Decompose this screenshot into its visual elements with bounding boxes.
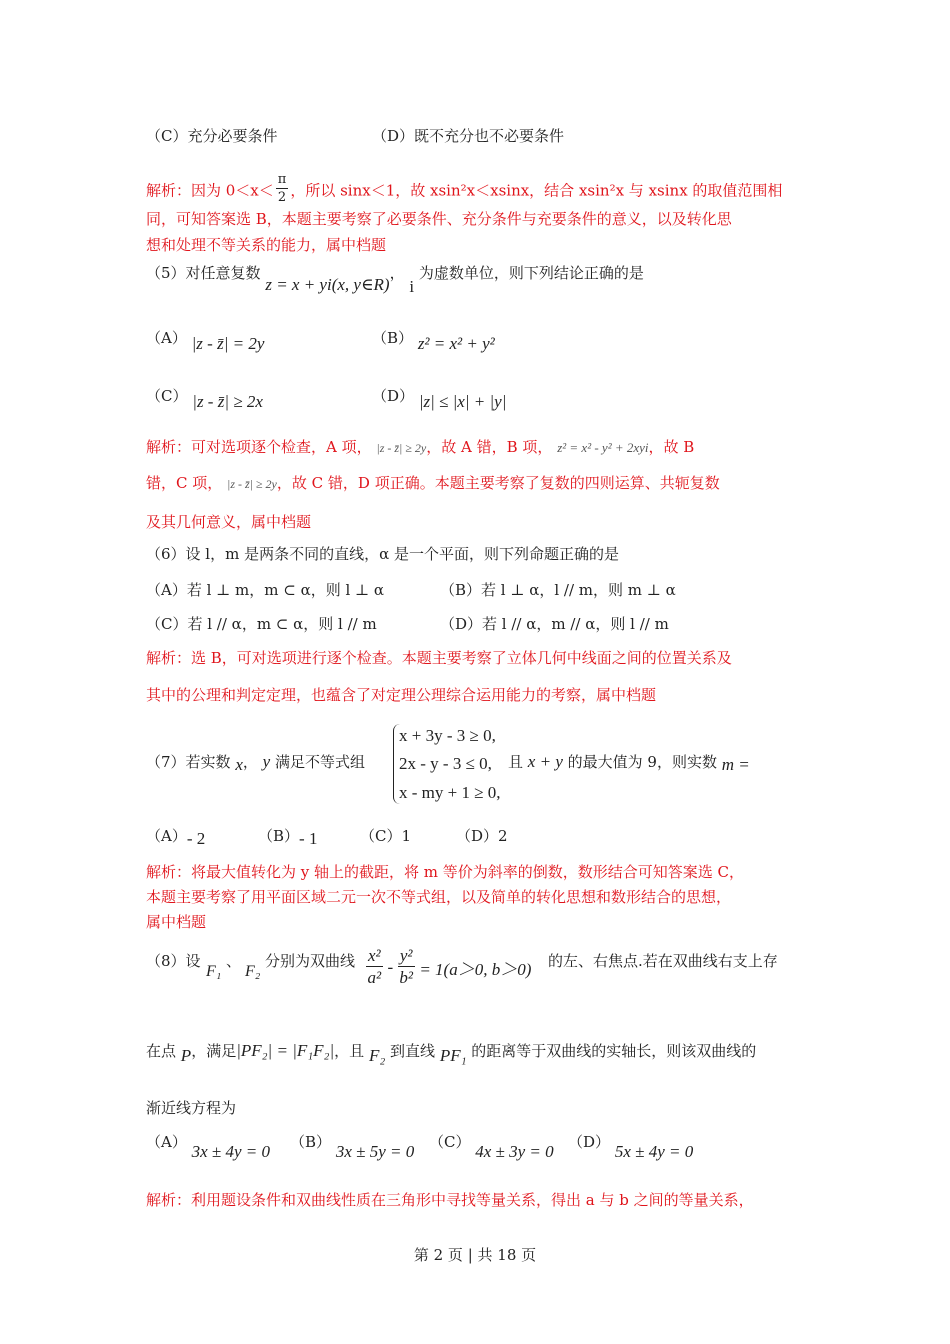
q8-line2 <box>146 1041 757 1065</box>
q8-stem-b: 分别为双曲线 <box>265 952 356 970</box>
q8-option-d-formula: 5x ± 4y = 0 <box>614 1142 694 1161</box>
q5-imaginary-unit: i <box>409 277 415 296</box>
q4-analysis-fraction <box>276 172 289 207</box>
q8-frac-x-num: x² <box>368 946 381 965</box>
q8-minus: - <box>387 957 394 977</box>
q8-option-a-formula: 3x ± 4y = 0 <box>191 1142 271 1161</box>
q5-option-d-label: （D） <box>372 387 415 405</box>
q6-analysis-line1: 解析：选 B，可对选项进行逐个检查。本题主要考察了立体几何中线面之间的位置关系及 <box>146 649 732 667</box>
q7-option-a-label: （A） <box>146 827 187 845</box>
q8-option-c <box>429 1131 554 1161</box>
q5-option-a-formula: |z - z̄| = 2y <box>191 334 265 353</box>
q8-separator: 、 <box>226 952 242 970</box>
q8-option-b-label: （B） <box>290 1133 332 1151</box>
q5-analysis-formula-3: |z - z̄| ≥ 2y <box>227 477 277 491</box>
q7-option-b-label: （B） <box>258 827 300 845</box>
q5-analysis-formula-1: |z - z̄| ≥ 2y <box>376 441 427 455</box>
q6-option-b: （B）若 l ⊥ α，l // m，则 m ⊥ α <box>440 581 676 599</box>
q5-option-b <box>372 327 495 353</box>
q7-analysis-line1: 解析：将最大值转化为 y 轴上的截距，将 m 等价为斜率的倒数，数形结合可知答案选 C， <box>146 863 745 881</box>
q8-stem-c: 的左、右焦点.若在双曲线右支上存 <box>548 952 778 970</box>
q5-analysis-line3: 及其几何意义，属中档题 <box>146 513 312 531</box>
q4-option-d: （D）既不充分也不必要条件 <box>372 127 565 145</box>
q7-system-line3: x - my + 1 ≥ 0, <box>399 783 501 802</box>
q8-option-b-formula: 3x ± 5y = 0 <box>335 1142 415 1161</box>
q7-system-line1: x + 3y - 3 ≥ 0, <box>399 726 496 745</box>
q4-analysis-text-a: 解析：因为 0＜x＜ <box>146 181 274 200</box>
q8-option-d-label: （D） <box>568 1133 611 1151</box>
q4-analysis-line3: 想和处理不等关系的能力，属中档题 <box>146 236 387 254</box>
q4-frac-den: 2 <box>277 190 287 205</box>
q7-stem-text-c: 且 <box>508 753 524 771</box>
q8-analysis-line1: 解析：利用题设条件和双曲线性质在三角形中寻找等量关系，得出 a 与 b 之间的等量关系， <box>146 1191 754 1209</box>
q6-option-d: （D）若 l // α，m // α，则 l // m <box>440 615 669 633</box>
q5-analysis-text-b: ，故 A 错，B 项， <box>426 438 553 456</box>
q5-analysis-text-d: 错，C 项， <box>146 474 223 492</box>
q7-option-b-value: - 1 <box>299 829 318 848</box>
q7-sum-xy: x + y <box>527 752 563 771</box>
q8-frac-x-den: a² <box>367 968 382 987</box>
q7-var-y: y <box>262 752 271 771</box>
q7-var-m: m = <box>721 755 750 774</box>
q5-stem-formula: z = x + yi(x, y∈R) <box>265 275 390 294</box>
q8-stem-a: （8）设 <box>146 952 201 970</box>
q7-stem-sep: ， <box>242 753 258 771</box>
page-footer: 第 2 页 | 共 18 页 <box>413 1246 537 1264</box>
q5-option-a-label: （A） <box>146 329 187 347</box>
q5-stem-text-a: （5）对任意复数 <box>146 264 261 282</box>
q6-option-a: （A）若 l ⊥ m，m ⊂ α，则 l ⊥ α <box>146 581 385 599</box>
q8-line2-text-e: 的距离等于双曲线的实轴长，则该双曲线的 <box>471 1042 757 1060</box>
q8-line2-text-d: 到直线 <box>390 1042 436 1060</box>
q8-option-d <box>568 1131 694 1161</box>
q8-equals-one: = 1(a＞0, b＞0) <box>419 960 532 979</box>
q8-option-a <box>146 1131 271 1161</box>
q7-stem-b <box>508 752 750 772</box>
q8-focus-f2: F₂ <box>245 963 261 980</box>
q8-line2-text-b: ，满足 <box>191 1042 237 1060</box>
q5-stem <box>146 263 644 296</box>
q5-option-a <box>146 327 265 353</box>
q5-option-b-label: （B） <box>372 329 414 347</box>
q5-option-c-formula: |z - z̄| ≥ 2x <box>192 392 263 411</box>
q6-stem: （6）设 l，m 是两条不同的直线，α 是一个平面，则下列命题正确的是 <box>146 545 620 563</box>
q5-analysis-text-a: 解析：可对选项逐个检查，A 项， <box>146 438 372 456</box>
q7-analysis-line2: 本题主要考察了用平面区域二元一次不等式组，以及简单的转化思想和数形结合的思想， <box>146 888 732 906</box>
q8-point-p: P <box>180 1046 192 1065</box>
q5-option-d-formula: |z| ≤ |x| + |y| <box>418 392 507 411</box>
q7-option-a <box>146 826 205 846</box>
q8-option-c-label: （C） <box>429 1133 471 1151</box>
q5-analysis-formula-2: z² = x² - y² + 2xyi <box>557 440 649 455</box>
q8-condition: |PF₂| = |F₁F₂| <box>236 1041 335 1060</box>
q8-hyperbola-equation <box>366 946 531 989</box>
q7-analysis-line3: 属中档题 <box>146 913 207 931</box>
q6-analysis-line2: 其中的公理和判定定理，也蕴含了对定理公理综合运用能力的考察，属中档题 <box>146 686 657 704</box>
q5-option-d <box>372 385 507 411</box>
q8-line2-text-a: 在点 <box>146 1042 177 1060</box>
q4-option-c: （C）充分必要条件 <box>146 127 278 145</box>
q5-stem-text-c: 为虚数单位，则下列结论正确的是 <box>418 264 644 282</box>
q5-option-b-formula: z² = x² + y² <box>417 334 495 353</box>
q5-analysis-line1 <box>146 437 694 458</box>
q8-option-b <box>290 1131 415 1161</box>
q8-option-a-label: （A） <box>146 1133 187 1151</box>
q5-analysis-text-e: ，故 C 错，D 项正确。本题主要考察了复数的四则运算、共轭复数 <box>276 474 720 492</box>
q8-line3: 渐近线方程为 <box>146 1099 237 1117</box>
q4-analysis-line1 <box>146 174 782 209</box>
q4-frac-num: π <box>277 172 287 187</box>
q7-stem-a <box>146 752 365 772</box>
q7-option-d: （D）2 <box>456 827 508 845</box>
q6-option-c: （C）若 l // α，m ⊂ α，则 l // m <box>146 615 377 633</box>
q4-analysis-line2: 同，可知答案选 B，本题主要考察了必要条件、充分条件与充要条件的意义，以及转化思 <box>146 210 732 228</box>
q8-line-pf1: PF₁ <box>439 1046 467 1065</box>
q7-stem-text-a: （7）若实数 <box>146 753 231 771</box>
q7-var-x: x <box>235 755 243 774</box>
q5-analysis-line2 <box>146 473 720 494</box>
q5-option-c <box>146 385 263 411</box>
q5-analysis-text-c: ，故 B <box>648 438 695 456</box>
q7-stem-text-d: 的最大值为 9，则实数 <box>567 753 717 771</box>
q8-frac-y <box>398 946 415 989</box>
q8-line2-text-c: ，且 <box>334 1042 365 1060</box>
q8-frac-y-den: b² <box>399 968 414 987</box>
q4-analysis-text-b: ，所以 sinx＜1，故 xsin²x＜xsinx，结合 xsin²x 与 xsinx 的取值范围相 <box>290 181 783 200</box>
q5-stem-text-b: ， <box>389 264 405 282</box>
q7-stem-text-b: 满足不等式组 <box>275 753 366 771</box>
q5-option-c-label: （C） <box>146 387 188 405</box>
q8-focus-f1: F₁ <box>206 963 222 980</box>
q8-option-c-formula: 4x ± 3y = 0 <box>475 1142 554 1161</box>
q7-system-line2: 2x - y - 3 ≤ 0, <box>399 754 492 773</box>
q7-option-a-value: - 2 <box>186 829 206 848</box>
q7-option-b <box>258 826 317 846</box>
q8-frac-y-num: y² <box>399 946 413 965</box>
q8-focus-f2-b: F₂ <box>368 1046 386 1065</box>
q7-option-c: （C）1 <box>360 827 412 845</box>
q8-frac-x <box>366 946 383 989</box>
